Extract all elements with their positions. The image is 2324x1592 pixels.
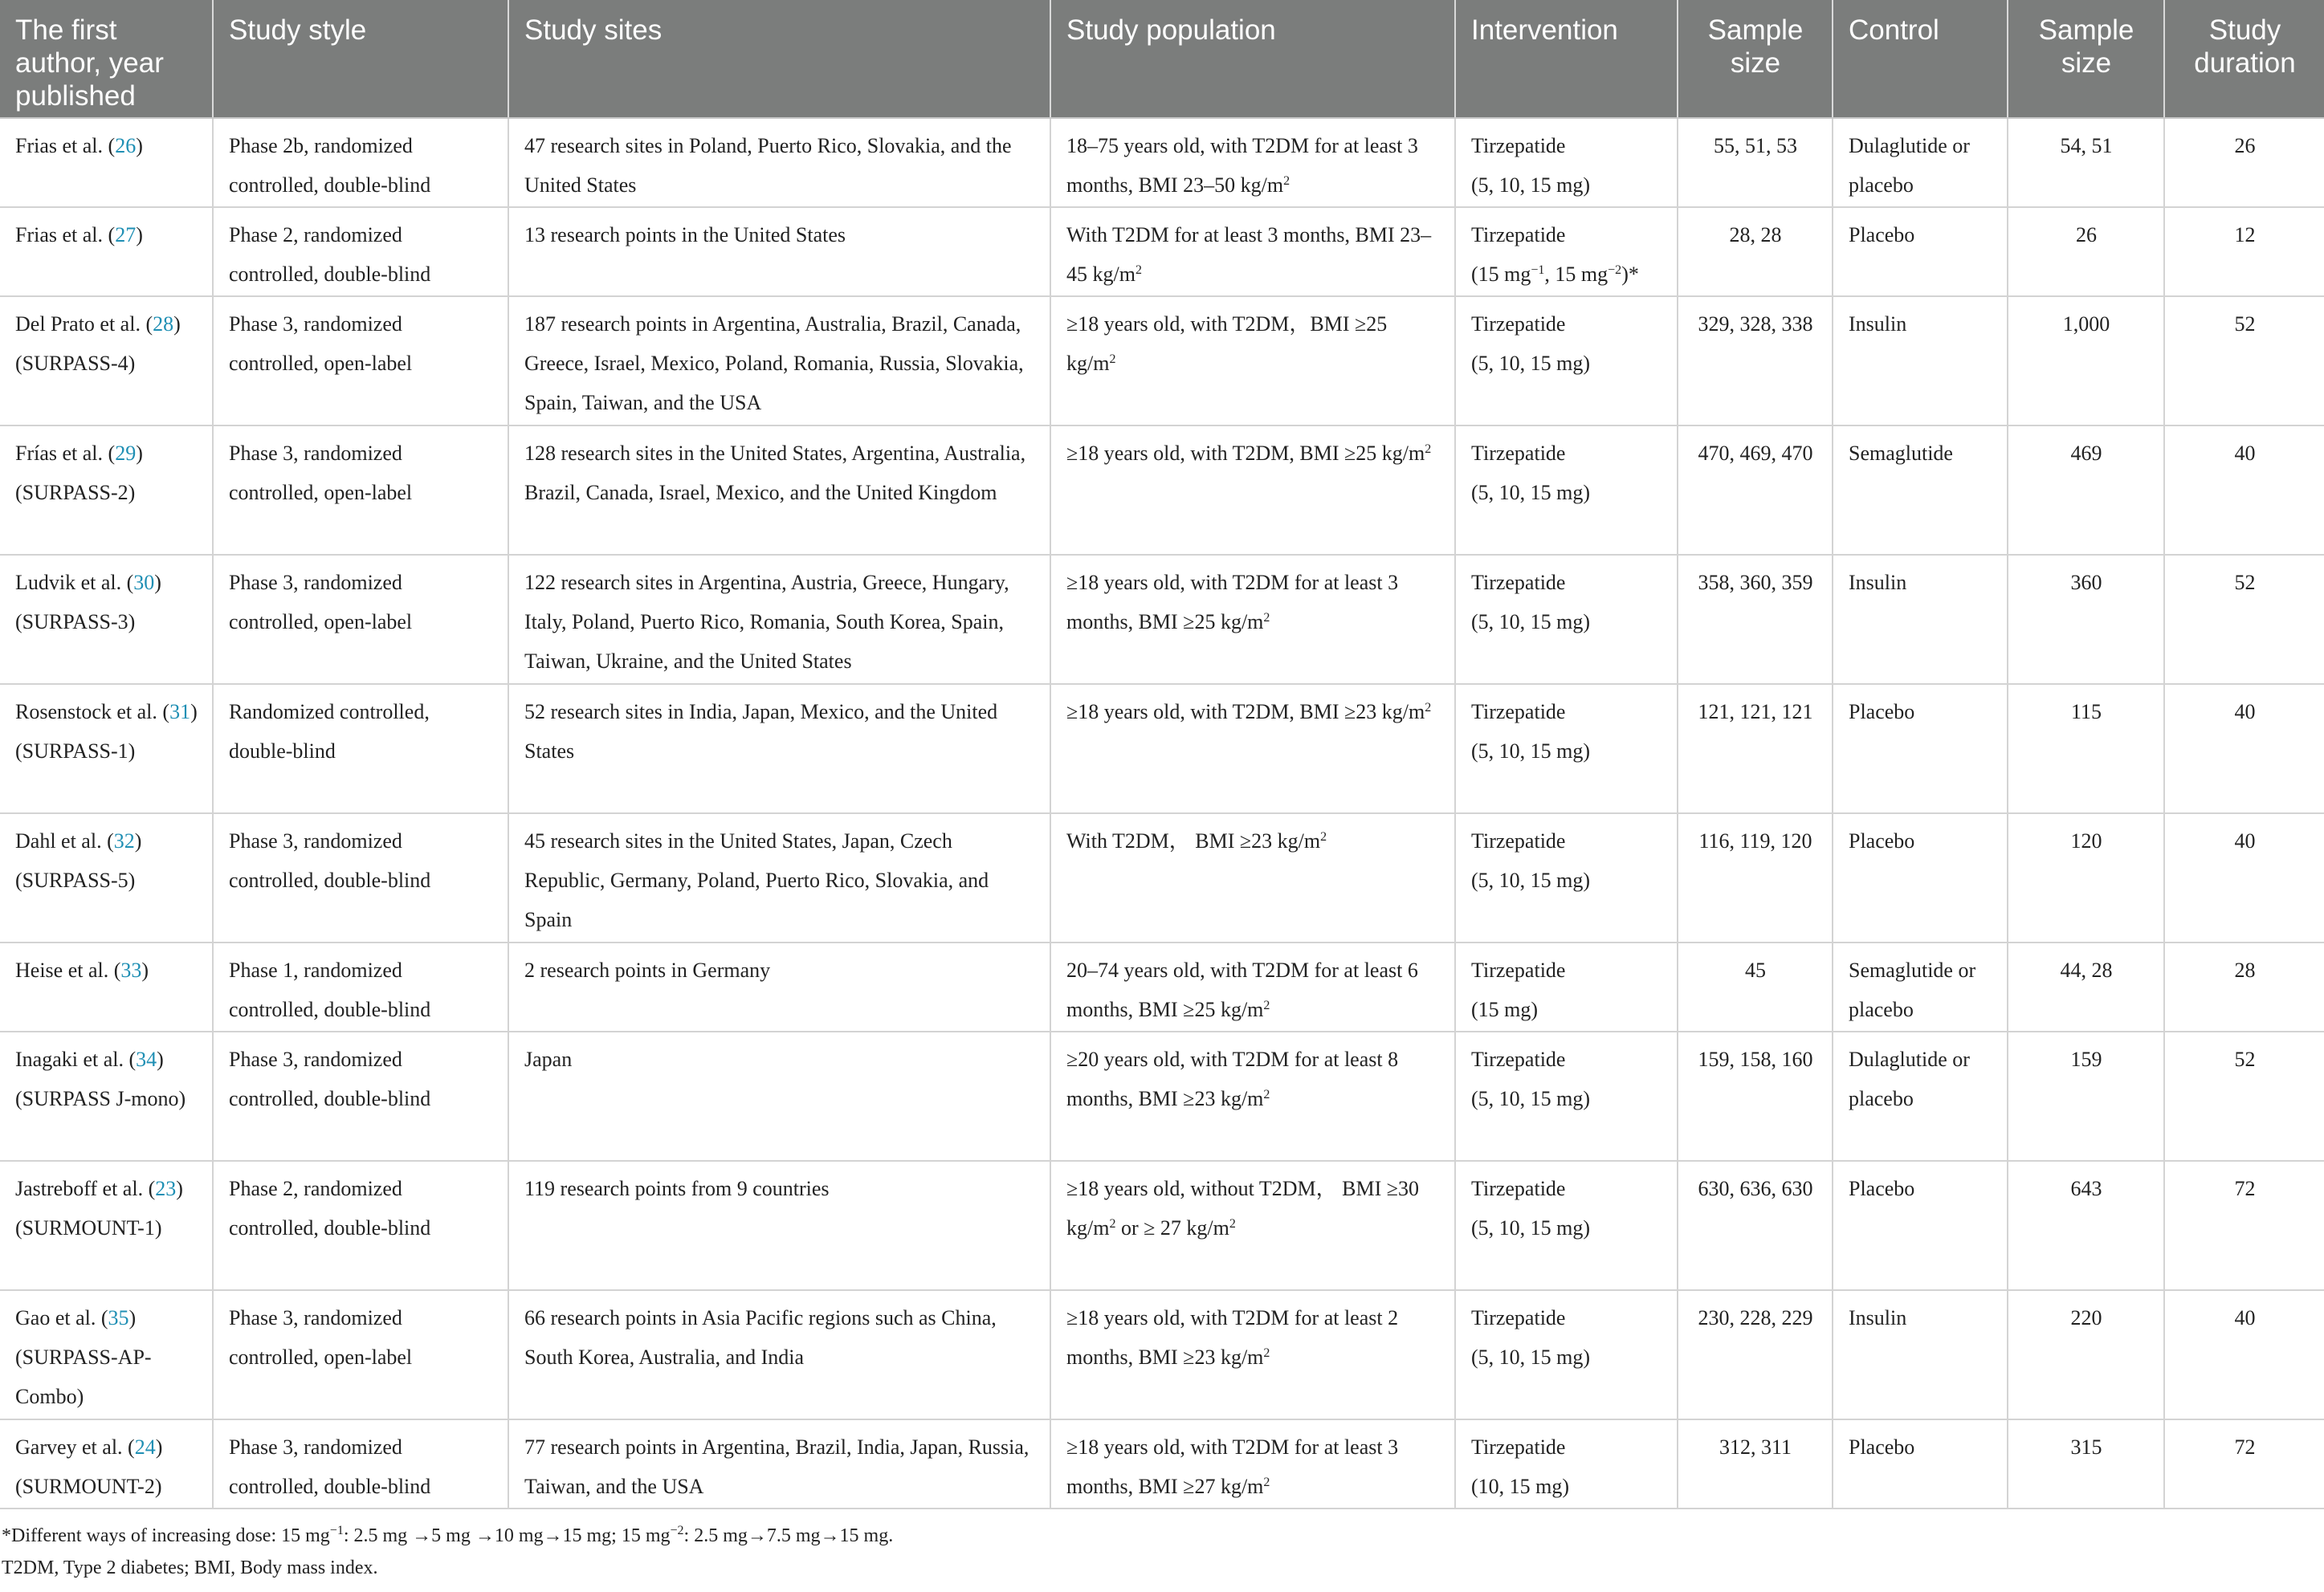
population-text: With T2DM for at least 3 months, BMI 23–45 kg/m xyxy=(1066,223,1432,286)
cell-study-duration: 26 xyxy=(2164,118,2324,207)
reference-link[interactable]: 29 xyxy=(115,442,137,465)
intervention-drug: Tirzepatide xyxy=(1471,1435,1566,1459)
cell-study-duration: 28 xyxy=(2164,943,2324,1032)
cell-author xyxy=(0,296,213,425)
cell-study-duration: 40 xyxy=(2164,684,2324,813)
intervention-drug: Tirzepatide xyxy=(1471,829,1566,853)
author-paren: ) xyxy=(154,571,161,594)
population-text: ≥18 years old, with T2DM for at least 3 months, BMI ≥25 kg/m xyxy=(1066,571,1399,633)
table-row xyxy=(0,813,2324,943)
cell-intervention xyxy=(1455,1419,1678,1509)
population-text: ≥18 years old, with T2DM for at least 3 months, BMI ≥27 kg/m xyxy=(1066,1435,1399,1498)
cell-control: Dulaglutide or placebo xyxy=(1833,118,2008,207)
cell-intervention-sample-size: 121, 121, 121 xyxy=(1678,684,1833,813)
cell-intervention-sample-size: 45 xyxy=(1678,943,1833,1032)
table-row xyxy=(0,1161,2324,1290)
intervention-drug: Tirzepatide xyxy=(1471,1177,1566,1200)
trial-name: (SURMOUNT-2) xyxy=(15,1475,162,1498)
intervention-dose: (15 $mg^{-1}$, 15 $mg^{-2})*$ xyxy=(1471,263,1639,286)
cell-intervention xyxy=(1455,425,1678,555)
cell-study-duration: 72 xyxy=(2164,1419,2324,1509)
cell-study-population xyxy=(1050,207,1455,296)
intervention-drug: Tirzepatide xyxy=(1471,442,1566,465)
cell-intervention-sample-size: 55, 51, 53 xyxy=(1678,118,1833,207)
intervention-dose: (5, 10, 15 mg) xyxy=(1471,1346,1591,1369)
cell-study-style: Phase 3, randomized controlled, open-label xyxy=(213,1290,508,1419)
cell-intervention xyxy=(1455,943,1678,1032)
author-name: Inagaki et al. ( xyxy=(15,1048,137,1071)
trial-name: (SURPASS-2) xyxy=(15,481,136,504)
cell-study-style: Randomized controlled, double-blind xyxy=(213,684,508,813)
intervention-dose: (5, 10, 15 mg) xyxy=(1471,173,1591,197)
population-text: 20–74 years old, with T2DM for at least 6 months, BMI ≥25 kg/m xyxy=(1066,959,1418,1021)
cell-study-style: Phase 3, randomized controlled, double-blind xyxy=(213,1032,508,1161)
intervention-drug: Tirzepatide xyxy=(1471,1048,1566,1071)
cell-intervention xyxy=(1455,813,1678,943)
cell-control: Dulaglutide or placebo xyxy=(1833,1032,2008,1161)
cell-study-style: Phase 3, randomized controlled, open-label xyxy=(213,555,508,684)
cell-control-sample-size: 469 xyxy=(2008,425,2164,555)
cell-intervention-sample-size: 159, 158, 160 xyxy=(1678,1032,1833,1161)
table-body xyxy=(0,118,2324,1509)
col-header-author: The first author, year published xyxy=(0,0,213,118)
author-name: Rosenstock et al. ( xyxy=(15,700,170,723)
author-paren: ) xyxy=(155,1435,163,1459)
cell-author xyxy=(0,1290,213,1419)
cell-study-sites: 52 research sites in India, Japan, Mexico, and the United States xyxy=(508,684,1050,813)
col-header-control-sample-size: Sample size xyxy=(2008,0,2164,118)
intervention-dose: (5, 10, 15 mg) xyxy=(1471,481,1591,504)
unit-superscript: 2 xyxy=(1263,999,1270,1012)
col-header-population: Study population xyxy=(1050,0,1455,118)
col-header-style: Study style xyxy=(213,0,508,118)
reference-link[interactable]: 30 xyxy=(133,571,155,594)
cell-study-duration: 40 xyxy=(2164,813,2324,943)
intervention-drug: Tirzepatide xyxy=(1471,134,1566,157)
reference-link[interactable]: 31 xyxy=(169,700,191,723)
cell-intervention-sample-size: 329, 328, 338 xyxy=(1678,296,1833,425)
population-text: ≥18 years old, with T2DM，BMI ≥25 kg/m xyxy=(1066,312,1388,375)
cell-study-population xyxy=(1050,1419,1455,1509)
reference-link[interactable]: 35 xyxy=(108,1306,129,1329)
population-text: With T2DM， BMI ≥23 kg/m xyxy=(1066,829,1321,853)
cell-study-style: Phase 3, randomized controlled, open-label xyxy=(213,296,508,425)
author-name: Ludvik et al. ( xyxy=(15,571,134,594)
cell-intervention xyxy=(1455,207,1678,296)
cell-intervention xyxy=(1455,555,1678,684)
cell-study-sites: 47 research sites in Poland, Puerto Rico, Slovakia, and the United States xyxy=(508,118,1050,207)
author-paren: ) xyxy=(157,1048,164,1071)
author-name: Jastreboff et al. ( xyxy=(15,1177,156,1200)
author-name: Dahl et al. ( xyxy=(15,829,114,853)
reference-link[interactable]: 33 xyxy=(120,959,142,982)
trial-name: (SURPASS-5) xyxy=(15,869,136,892)
header-row xyxy=(0,0,2324,118)
author-paren: ) xyxy=(173,312,181,336)
author-paren: ) xyxy=(128,1306,137,1329)
cell-intervention-sample-size: 116, 119, 120 xyxy=(1678,813,1833,943)
cell-intervention xyxy=(1455,118,1678,207)
cell-study-duration: 52 xyxy=(2164,1032,2324,1161)
reference-link[interactable]: 34 xyxy=(136,1048,157,1071)
cell-author xyxy=(0,684,213,813)
author-name: Gao et al. ( xyxy=(15,1306,108,1329)
cell-author xyxy=(0,813,213,943)
cell-study-sites: 119 research points from 9 countries xyxy=(508,1161,1050,1290)
cell-author xyxy=(0,943,213,1032)
cell-study-style: Phase 1, randomized controlled, double-blind xyxy=(213,943,508,1032)
cell-study-population xyxy=(1050,296,1455,425)
cell-author xyxy=(0,1419,213,1509)
author-paren: ) xyxy=(141,959,149,982)
population-text: ≥20 years old, with T2DM for at least 8 months, BMI ≥23 kg/m xyxy=(1066,1048,1399,1110)
cell-control: Placebo xyxy=(1833,1161,2008,1290)
cell-control-sample-size: 120 xyxy=(2008,813,2164,943)
intervention-dose: (5, 10, 15 mg) xyxy=(1471,1087,1591,1110)
cell-study-style: Phase 2b, randomized controlled, double-blind xyxy=(213,118,508,207)
author-paren: ) xyxy=(136,442,143,465)
cell-study-sites: 77 research points in Argentina, Brazil, India, Japan, Russia, Taiwan, and the USA xyxy=(508,1419,1050,1509)
author-name: Garvey et al. ( xyxy=(15,1435,135,1459)
reference-link[interactable]: 28 xyxy=(153,312,174,336)
cell-intervention-sample-size: 230, 228, 229 xyxy=(1678,1290,1833,1419)
col-header-duration: Study duration xyxy=(2164,0,2324,118)
population-text: ≥18 years old, with T2DM, BMI ≥25 kg/m xyxy=(1066,442,1425,465)
table-footnotes xyxy=(0,1520,893,1584)
cell-study-sites: 128 research sites in the United States, Argentina, Australia, Brazil, Canada, Israel, Mexico, and the United Kingdom xyxy=(508,425,1050,555)
cell-control: Insulin xyxy=(1833,555,2008,684)
cell-study-duration: 72 xyxy=(2164,1161,2324,1290)
cell-control: Insulin xyxy=(1833,296,2008,425)
cell-intervention xyxy=(1455,1161,1678,1290)
cell-study-population xyxy=(1050,813,1455,943)
cell-control-sample-size: 1,000 xyxy=(2008,296,2164,425)
cell-study-sites: 122 research sites in Argentina, Austria, Greece, Hungary, Italy, Poland, Puerto Rico, Romania, South Korea, Spain, Taiwan, Ukraine, and the United States xyxy=(508,555,1050,684)
cell-author xyxy=(0,1032,213,1161)
col-header-intervention: Intervention xyxy=(1455,0,1678,118)
unit-superscript: 2 xyxy=(1109,352,1116,366)
cell-control-sample-size: 643 xyxy=(2008,1161,2164,1290)
cell-control-sample-size: 220 xyxy=(2008,1290,2164,1419)
table-row xyxy=(0,296,2324,425)
cell-control: Insulin xyxy=(1833,1290,2008,1419)
unit-superscript: 2 xyxy=(1263,611,1270,625)
cell-author xyxy=(0,555,213,684)
unit-superscript: 2 xyxy=(1263,1476,1270,1489)
cell-intervention-sample-size: 312, 311 xyxy=(1678,1419,1833,1509)
cell-study-sites: 187 research points in Argentina, Australia, Brazil, Canada, Greece, Israel, Mexico, Poland, Romania, Russia, Slovakia, Spain, Taiwan, and the USA xyxy=(508,296,1050,425)
table-row xyxy=(0,1290,2324,1419)
col-header-intervention-sample-size: Sample size xyxy=(1678,0,1833,118)
author-paren: ) xyxy=(136,134,143,157)
cell-study-style: Phase 2, randomized controlled, double-blind xyxy=(213,207,508,296)
table-row xyxy=(0,118,2324,207)
cell-study-sites: 2 research points in Germany xyxy=(508,943,1050,1032)
footnote-abbreviations: T2DM, Type 2 diabetes; BMI, Body mass index. xyxy=(2,1557,378,1578)
col-header-sites: Study sites xyxy=(508,0,1050,118)
intervention-dose: (5, 10, 15 mg) xyxy=(1471,1216,1591,1240)
unit-superscript: 2 xyxy=(1283,174,1290,188)
population-text: ≥18 years old, without T2DM， BMI ≥30 kg/m xyxy=(1066,1177,1419,1240)
author-name: Frias et al. ( xyxy=(15,134,116,157)
cell-study-style: Phase 3, randomized controlled, double-blind xyxy=(213,813,508,943)
table-row xyxy=(0,943,2324,1032)
trial-name: (SURPASS J-mono) xyxy=(15,1087,186,1110)
cell-intervention-sample-size: 358, 360, 359 xyxy=(1678,555,1833,684)
cell-control: Placebo xyxy=(1833,207,2008,296)
cell-study-population xyxy=(1050,1161,1455,1290)
reference-link[interactable]: 27 xyxy=(115,223,137,246)
table-row xyxy=(0,684,2324,813)
reference-link[interactable]: 26 xyxy=(115,134,137,157)
cell-intervention xyxy=(1455,296,1678,425)
cell-control: Placebo xyxy=(1833,1419,2008,1509)
population-text: ≥18 years old, with T2DM for at least 2 months, BMI ≥23 kg/m xyxy=(1066,1306,1399,1369)
population-text-tail: or ≥ 27 kg/m xyxy=(1115,1216,1229,1240)
intervention-dose: (5, 10, 15 mg) xyxy=(1471,869,1591,892)
table-row xyxy=(0,425,2324,555)
cell-control-sample-size: 54, 51 xyxy=(2008,118,2164,207)
cell-control-sample-size: 159 xyxy=(2008,1032,2164,1161)
table-row xyxy=(0,555,2324,684)
cell-control-sample-size: 26 xyxy=(2008,207,2164,296)
trial-name: (SURPASS-1) xyxy=(15,739,136,763)
author-paren: ) xyxy=(176,1177,183,1200)
trial-name: (SURPASS-AP-Combo) xyxy=(15,1346,152,1408)
intervention-drug: Tirzepatide xyxy=(1471,700,1566,723)
cell-study-sites: Japan xyxy=(508,1032,1050,1161)
cell-intervention-sample-size: 630, 636, 630 xyxy=(1678,1161,1833,1290)
intervention-drug: Tirzepatide xyxy=(1471,223,1566,246)
cell-intervention xyxy=(1455,1290,1678,1419)
cell-study-population xyxy=(1050,684,1455,813)
intervention-drug: Tirzepatide xyxy=(1471,1306,1566,1329)
cell-study-population xyxy=(1050,943,1455,1032)
footnote-dose: *Different ways of increasing dose: 15 $mg^{-1}$: 2.5 mg →5 mg →10 mg→15 mg; 15 $mg^{-2}$: 2.5 mg→7.5 mg→15 mg. xyxy=(2,1524,894,1546)
unit-superscript: 2 xyxy=(1229,1217,1236,1231)
intervention-drug: Tirzepatide xyxy=(1471,312,1566,336)
reference-link[interactable]: 23 xyxy=(155,1177,177,1200)
cell-study-style: Phase 3, randomized controlled, double-blind xyxy=(213,1419,508,1509)
population-text: 18–75 years old, with T2DM for at least 3 months, BMI 23–50 kg/m xyxy=(1066,134,1418,197)
unit-superscript: 2 xyxy=(1109,1217,1116,1231)
cell-study-population xyxy=(1050,555,1455,684)
cell-study-duration: 12 xyxy=(2164,207,2324,296)
cell-control-sample-size: 360 xyxy=(2008,555,2164,684)
cell-intervention-sample-size: 28, 28 xyxy=(1678,207,1833,296)
cell-control-sample-size: 115 xyxy=(2008,684,2164,813)
cell-control: Placebo xyxy=(1833,813,2008,943)
table-row xyxy=(0,207,2324,296)
cell-control: Semaglutide or placebo xyxy=(1833,943,2008,1032)
cell-intervention xyxy=(1455,1032,1678,1161)
cell-study-population xyxy=(1050,1032,1455,1161)
cell-study-sites: 13 research points in the United States xyxy=(508,207,1050,296)
cell-control-sample-size: 44, 28 xyxy=(2008,943,2164,1032)
intervention-drug: Tirzepatide xyxy=(1471,571,1566,594)
trial-name: (SURPASS-3) xyxy=(15,610,136,633)
trial-name: (SURMOUNT-1) xyxy=(15,1216,162,1240)
trial-name: (SURPASS-4) xyxy=(15,352,136,375)
intervention-drug: Tirzepatide xyxy=(1471,959,1566,982)
cell-study-style: Phase 2, randomized controlled, double-blind xyxy=(213,1161,508,1290)
cell-author xyxy=(0,118,213,207)
author-name: Frías et al. ( xyxy=(15,442,116,465)
intervention-dose: (10, 15 mg) xyxy=(1471,1475,1570,1498)
cell-study-sites: 66 research points in Asia Pacific regions such as China, South Korea, Australia, and India xyxy=(508,1290,1050,1419)
author-paren: ) xyxy=(134,829,142,853)
cell-study-population xyxy=(1050,118,1455,207)
intervention-dose: (5, 10, 15 mg) xyxy=(1471,352,1591,375)
cell-author xyxy=(0,207,213,296)
table-row xyxy=(0,1419,2324,1509)
table-row xyxy=(0,1032,2324,1161)
author-paren: ) xyxy=(190,700,198,723)
cell-study-duration: 40 xyxy=(2164,425,2324,555)
unit-superscript: 2 xyxy=(1263,1346,1270,1360)
cell-study-population xyxy=(1050,425,1455,555)
cell-study-duration: 52 xyxy=(2164,555,2324,684)
intervention-dose: (15 mg) xyxy=(1471,998,1539,1021)
unit-superscript: 2 xyxy=(1425,442,1432,456)
cell-intervention xyxy=(1455,684,1678,813)
intervention-dose: (5, 10, 15 mg) xyxy=(1471,739,1591,763)
cell-author xyxy=(0,1161,213,1290)
unit-superscript: 2 xyxy=(1320,830,1327,844)
reference-link[interactable]: 24 xyxy=(134,1435,156,1459)
unit-superscript: 2 xyxy=(1135,263,1142,277)
author-name: Frias et al. ( xyxy=(15,223,116,246)
cell-control-sample-size: 315 xyxy=(2008,1419,2164,1509)
cell-control: Semaglutide xyxy=(1833,425,2008,555)
cell-study-duration: 52 xyxy=(2164,296,2324,425)
unit-superscript: 2 xyxy=(1425,701,1432,715)
reference-link[interactable]: 32 xyxy=(113,829,135,853)
author-name: Del Prato et al. ( xyxy=(15,312,153,336)
cell-author xyxy=(0,425,213,555)
cell-study-population xyxy=(1050,1290,1455,1419)
author-name: Heise et al. ( xyxy=(15,959,121,982)
intervention-dose: (5, 10, 15 mg) xyxy=(1471,610,1591,633)
unit-superscript: 2 xyxy=(1263,1088,1270,1101)
cell-study-duration: 40 xyxy=(2164,1290,2324,1419)
col-header-control: Control xyxy=(1833,0,2008,118)
cell-intervention-sample-size: 470, 469, 470 xyxy=(1678,425,1833,555)
cell-study-style: Phase 3, randomized controlled, open-label xyxy=(213,425,508,555)
population-text: ≥18 years old, with T2DM, BMI ≥23 kg/m xyxy=(1066,700,1425,723)
cell-control: Placebo xyxy=(1833,684,2008,813)
author-paren: ) xyxy=(136,223,143,246)
cell-study-sites: 45 research sites in the United States, Japan, Czech Republic, Germany, Poland, Puerto Rico, Slovakia, and Spain xyxy=(508,813,1050,943)
